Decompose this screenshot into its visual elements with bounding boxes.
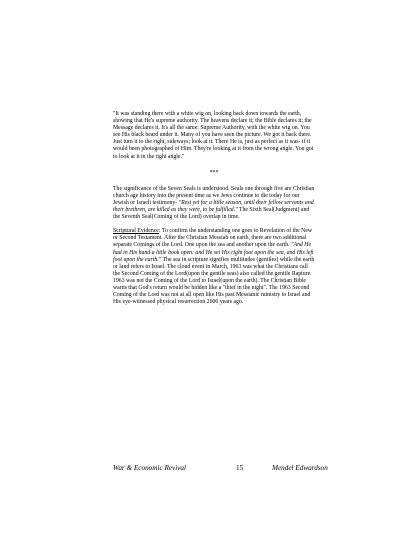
footer-page-number: 15	[236, 464, 244, 472]
scriptural-evidence-quote: "And He had in His hand a little book open: and He set His right foot upon the sea, and His left foot upon the earth."	[113, 242, 314, 263]
scriptural-evidence-lead: : To confirm the understanding one goes to Revelation of the New or Second Testament. After the Christian Messiah on earth, there are two additional separate Comings of the Lord. One upon the sea and another upon the earth.	[113, 228, 313, 249]
paragraph-seals-quote: "Rest yet for a little season, until their fellow servants and their brethren, are killed as they were, to be fulfilled."	[113, 199, 314, 214]
quoted-passage: "It was standing there with a white wig on, looking back down towards the earth, showing that He's supreme authority. The heavens declare it; the Bible declares it; the Message declares it. It's all the same: Supreme Authority, with the white wig on. You see His black beard under it. Many of you have seen the picture. We got it back there. Just turn it to the right, sideways; look at it. There He is, just as perfect as it was- if it would been photographed of Him. They're looking at it from the wrong angle. You got to look at it in the right angle."	[113, 111, 314, 160]
page-footer	[113, 464, 333, 472]
footer-book-title: War & Economic Revival	[113, 464, 186, 472]
scriptural-evidence-heading: Scriptural Evidence	[113, 228, 159, 235]
paragraph-seals-tail: The Sixth Seal(Judgment) and the Seventh Seal(Coming of the Lord) overlap in time.	[113, 207, 310, 221]
section-separator: ***	[209, 169, 219, 176]
scriptural-evidence-tail: The sea in scripture signifies multitudes (gentiles) while the earth or land refers to Israel. The cloud event in March, 1963 was what the Christians call the Second Coming of the Lord(upon the gentile seas) also called the gentile Rapture. 1963 was not the Coming of the Lord to Israel(upon the earth). The Christian Bible warns that God's return would be hidden like a "thief in the night". The 1963 Second Coming of the Lord was not at all open like His past Messianic ministry to Israel and His eye-witnessed physical resurrection 2000 years ago.	[113, 256, 315, 306]
paragraph-scriptural-evidence	[113, 228, 315, 306]
paragraph-seals	[113, 186, 315, 221]
page-body	[113, 111, 315, 306]
paragraph-seals-lead: The significance of the Seven Seals is understood. Seals one through five are Christian church age history into the present time as we Jews continue to die today for our Jewish or Israeli testimony-	[113, 185, 315, 206]
footer-author: Mendel Edwardson	[272, 464, 328, 472]
